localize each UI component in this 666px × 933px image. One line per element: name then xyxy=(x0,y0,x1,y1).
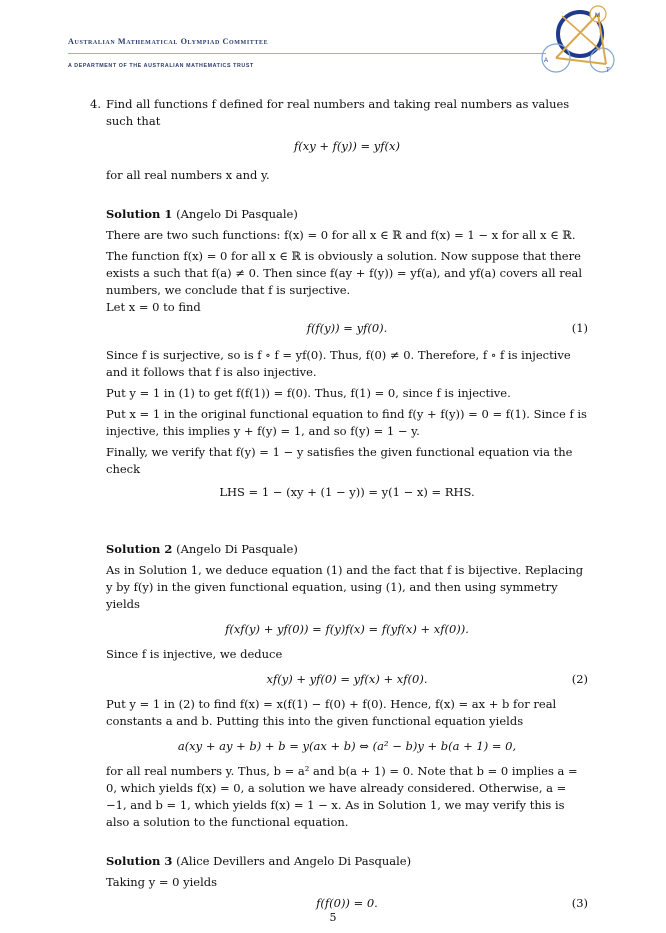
solution1-p2: The function f(x) = 0 for all x ∈ ℝ is obviously a solution. Now suppose that there exists a such that f(a) ≠ 0. Then since f(ay + f(y)) = yf(a), and yf(a) covers all real numbers, we conclude that f is surjective. xyxy=(106,249,583,297)
solution3-author: (Alice Devillers and Angelo Di Pasquale) xyxy=(176,854,412,868)
header-rule xyxy=(68,53,546,54)
solution1-eq2: LHS = 1 − (xy + (1 − y)) = y(1 − x) = RHS. xyxy=(219,485,475,499)
solution1-heading: Solution 1 xyxy=(106,207,173,221)
logo-letter-t: T xyxy=(606,68,610,74)
solution3-eq1-tag: (3) xyxy=(571,896,588,910)
solution2-heading-line xyxy=(106,541,588,558)
solution3-heading: Solution 3 xyxy=(106,854,173,868)
page-content xyxy=(90,96,588,918)
page-number: 5 xyxy=(329,911,337,924)
logo-letter-m: M xyxy=(595,13,600,19)
solution1-p7: Finally, we verify that f(y) = 1 − y satisfies the given functional equation via the check xyxy=(106,445,573,476)
solution2-eq2-tag: (2) xyxy=(571,672,588,686)
solution2-heading: Solution 2 xyxy=(106,542,173,556)
solution2-p4: for all real numbers y. Thus, b = a² and b(a + 1) = 0. Note that b = 0 implies a = 0, which yields f(x) = 0, a solution we have already considered. Otherwise, a = −1, and b = 1, which yields f(x) = 1 − x. As in Solution 1, we may verify this is also a solution to the functional equation. xyxy=(106,764,578,829)
logo-letter-a: A xyxy=(544,58,549,64)
problem-statement: 4. Find all functions f defined for real numbers and taking real numbers as values such that xyxy=(90,97,570,128)
header-title: Australian Mathematical Olympiad Committee xyxy=(68,37,269,46)
solution1-p4: Since f is surjective, so is f ∘ f = yf(0). Thus, f(0) ≠ 0. Therefore, f ∘ f is injective and it follows that f is also injective. xyxy=(106,348,571,379)
solution2-p2: Since f is injective, we deduce xyxy=(106,647,283,661)
solution3-heading-line xyxy=(106,853,588,870)
amoc-logo xyxy=(540,4,620,76)
solution2-author: (Angelo Di Pasquale) xyxy=(176,542,298,556)
solution1-author: (Angelo Di Pasquale) xyxy=(176,207,298,221)
problem-equation: f(xy + f(y)) = yf(x) xyxy=(293,139,401,153)
solution3-p1: Taking y = 0 yields xyxy=(106,875,218,889)
solution2-eq1: f(xf(y) + yf(0)) = f(y)f(x) = f(yf(x) + xf(0)). xyxy=(225,622,469,636)
solution1-eq1-tag: (1) xyxy=(571,321,588,335)
solution2-eq3: a(xy + ay + b) + b = y(ax + b) ⇔ (a² − b)y + b(a + 1) = 0, xyxy=(177,739,517,753)
solution1-p1: There are two such functions: f(x) = 0 for all x ∈ ℝ and f(x) = 1 − x for all x ∈ ℝ. xyxy=(106,228,576,242)
solution2-p1: As in Solution 1, we deduce equation (1) and the fact that f is bijective. Replacing y by f(y) in the given functional equation, using (1), and then using symmetry yields xyxy=(106,563,584,611)
solution1-heading-line xyxy=(106,206,588,223)
problem-number: 4. xyxy=(90,97,101,111)
solution2-eq2: xf(y) + yf(0) = yf(x) + xf(0). (2) xyxy=(266,672,588,686)
solution1-p5: Put y = 1 in (1) to get f(f(1)) = f(0). Thus, f(1) = 0, since f is injective. xyxy=(106,386,511,400)
solution1-p3: Let x = 0 to find xyxy=(106,300,201,314)
solution3-eq1: f(f(0)) = 0. (3) xyxy=(316,896,588,910)
problem-suffix: for all real numbers x and y. xyxy=(106,168,270,182)
solution2-p3: Put y = 1 in (2) to find f(x) = x(f(1) − f(0) + f(0). Hence, f(x) = ax + b for real constants a and b. Putting this into the given functional equation yields xyxy=(106,697,557,728)
solution1-p6: Put x = 1 in the original functional equation to find f(y + f(y)) = 0 = f(1). Since f is injective, this implies y + f(y) = 1, and so f(y) = 1 − y. xyxy=(106,407,587,438)
header-subtitle: A DEPARTMENT OF THE AUSTRALIAN MATHEMATICS TRUST xyxy=(68,63,254,69)
solution1-eq1: f(f(y)) = yf(0). (1) xyxy=(306,321,588,335)
